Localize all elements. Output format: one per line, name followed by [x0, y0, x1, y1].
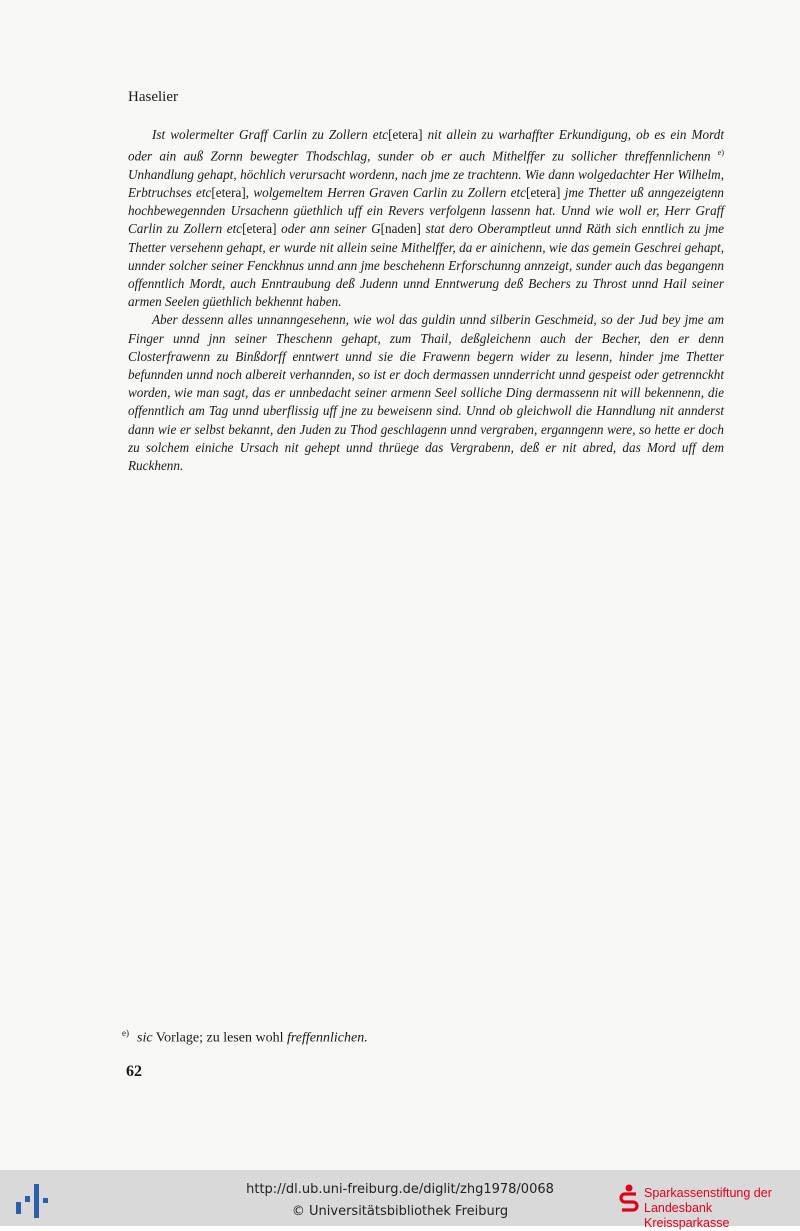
- running-header: Haselier: [128, 89, 178, 105]
- paragraph-1: Ist wolermelter Graff Carlin zu Zollern etc[etera] nit allein zu warhaffter Erkundigung, ob es ein Mordt oder ain auß Zornn bewegter Thodschlag, sunder ob er auch Mithelffer zu sollicher threffennlichenn $^{e)}$ Unhandlung gehapt, höchlich verursacht wordenn, nach jme ze trachtenn. Wie dann wolgedachter Her Wilhelm, Erbtruchses etc[etera], wolgemeltem Herren Graven Carlin zu Zollern etc[etera] jme Thetter uß anngezeigtenn hochbewegennden Ursachenn güethlich uff ein Revers verfolgenn lassenn hat. Unnd wie woll er, Herr Graff Carlin zu Zollern etc[etera] oder ann seiner G[naden] stat dero Oberamptleut unnd Räth sich enntlich zu jme Thetter versehenn gehapt, er wurde nit allein seine Mithelffer, da er ainichenn, wie das gemein Geschrei gehapt, unnder solcher seiner Fenckhnus unnd ann jme beschehenn Erforschunng annzeigt, sunder auch das begangenn offenntlich Mordt, auch Enntraubung deß Judenn unnd Enntwerung deß Bechers zu Throst unnd Hail seiner armen Seelen güethlich bekhennt haben.: [128, 127, 725, 310]
- viewer-footer: [0, 1170, 800, 1230]
- footnote-marker: e): [122, 1028, 129, 1038]
- ub-logo-icon[interactable]: [12, 1180, 52, 1220]
- page-number: 62: [126, 1063, 142, 1080]
- body-text: [128, 126, 724, 475]
- permalink[interactable]: http://dl.ub.uni-freiburg.de/diglit/zhg1978/0068: [246, 1182, 554, 1197]
- paragraph-2: Aber dessenn alles unnanngesehenn, wie wol das guldin unnd silberin Geschmeid, so der Jud bey jme am Finger unnd jnn seiner Theschenn gehapt, zum Thail, deßgleichenn auch der Becher, den er denn Closterfrawenn zu Binßdorff enntwert unnd sie die Frawenn begern wider zu lesenn, hinder jme Thetter befunnden unnd noch albereit verhannden, so ist er doch dermassen unnderricht unnd gespeist oder getrennckht worden, wie man sagt, das er unnbedacht seiner armenn Seel solliche Ding dermassenn nit will bekennenn, die offenntlich am Tag unnd uberflissig uff jne zu beweisenn sind. Unnd ob gleichwoll die Hanndlung nit annderst dann wie er selbst bekannt, den Juden zu Thod geschlagenn unnd vergraben, erganngenn were, so hette er doch zu solchem einiche Ursach nit gehept unnd thrüege das Vergrabenn, deß er nit abred, das Mord uff dem Ruckhenn.: [128, 312, 724, 474]
- footnote-ref: e): [717, 148, 724, 158]
- copyright-notice: © Universitätsbibliothek Freiburg: [291, 1204, 509, 1219]
- sparkasse-logo-icon[interactable]: [619, 1184, 639, 1214]
- footnote: $^{e)}$ sic Vorlage; zu lesen wohl freffennlichen.: [122, 1028, 368, 1046]
- sponsor-text[interactable]: Sparkassenstiftung der Landesbank Kreissparkasse: [644, 1186, 772, 1230]
